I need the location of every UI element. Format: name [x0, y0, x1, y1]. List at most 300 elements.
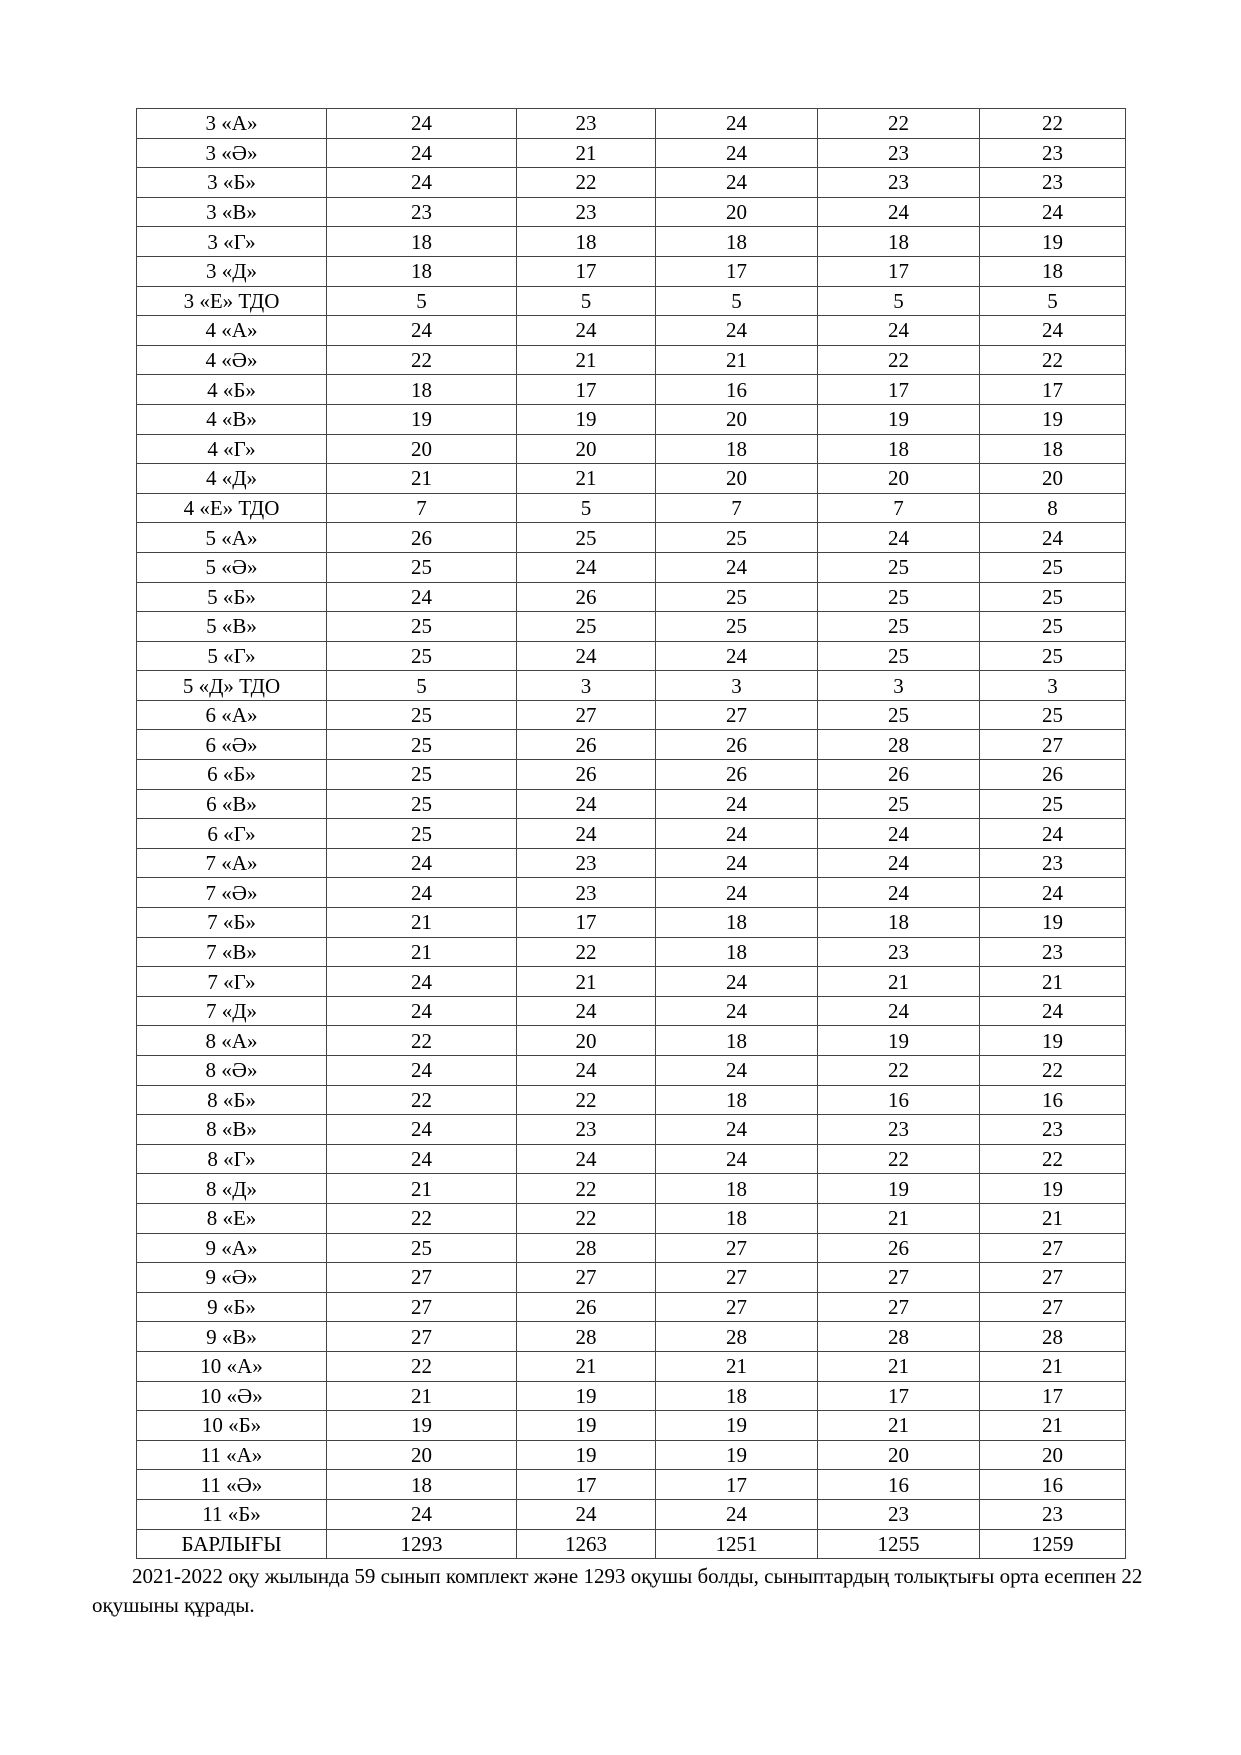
student-count-cell: 18 [327, 375, 517, 405]
class-name-cell: 10 «Б» [137, 1411, 327, 1441]
student-count-cell: 24 [327, 878, 517, 908]
student-count-cell: 20 [517, 434, 656, 464]
student-count-cell: 24 [980, 523, 1126, 553]
table-row [137, 109, 1126, 139]
student-count-cell: 21 [818, 1411, 980, 1441]
student-count-cell: 1255 [818, 1529, 980, 1559]
student-count-cell: 20 [656, 197, 818, 227]
student-count-cell: 25 [327, 760, 517, 790]
class-name-cell: 8 «Д» [137, 1174, 327, 1204]
student-count-cell: 25 [980, 552, 1126, 582]
student-count-cell: 28 [517, 1233, 656, 1263]
student-count-cell: 20 [656, 404, 818, 434]
student-count-cell: 28 [656, 1322, 818, 1352]
student-count-cell: 24 [656, 109, 818, 139]
student-count-cell: 22 [818, 109, 980, 139]
table-row [137, 760, 1126, 790]
student-count-cell: 26 [980, 760, 1126, 790]
table-row [137, 878, 1126, 908]
student-count-cell: 19 [327, 404, 517, 434]
class-name-cell: 3 «Г» [137, 227, 327, 257]
student-count-cell: 22 [980, 1144, 1126, 1174]
student-count-cell: 3 [818, 671, 980, 701]
student-count-cell: 25 [818, 700, 980, 730]
student-count-cell: 23 [517, 1115, 656, 1145]
class-name-cell: 8 «Ә» [137, 1056, 327, 1086]
student-count-cell: 18 [517, 227, 656, 257]
table-row [137, 641, 1126, 671]
class-name-cell: 6 «Г» [137, 819, 327, 849]
student-count-cell: 24 [980, 819, 1126, 849]
student-count-cell: 21 [818, 1203, 980, 1233]
class-name-cell: 7 «Б» [137, 908, 327, 938]
student-count-cell: 18 [656, 1085, 818, 1115]
class-name-cell: 7 «Ә» [137, 878, 327, 908]
student-count-cell: 25 [980, 612, 1126, 642]
student-count-cell: 21 [656, 1351, 818, 1381]
student-count-cell: 19 [517, 1440, 656, 1470]
student-count-cell: 24 [327, 1144, 517, 1174]
student-count-cell: 24 [656, 316, 818, 346]
class-name-cell: 4 «А» [137, 316, 327, 346]
student-count-cell: 25 [517, 523, 656, 553]
student-count-cell: 16 [980, 1085, 1126, 1115]
student-count-cell: 24 [327, 1115, 517, 1145]
student-count-cell: 27 [980, 1292, 1126, 1322]
student-count-cell: 22 [980, 109, 1126, 139]
student-count-cell: 20 [818, 1440, 980, 1470]
student-count-cell: 26 [656, 730, 818, 760]
student-count-cell: 22 [818, 1056, 980, 1086]
student-count-cell: 5 [517, 286, 656, 316]
total-row [137, 1529, 1126, 1559]
student-count-cell: 17 [517, 375, 656, 405]
class-name-cell: 3 «Б» [137, 168, 327, 198]
student-count-cell: 22 [517, 168, 656, 198]
student-count-cell: 27 [656, 1292, 818, 1322]
student-count-cell: 18 [656, 434, 818, 464]
student-count-cell: 5 [327, 671, 517, 701]
student-count-cell: 20 [980, 464, 1126, 494]
student-count-cell: 23 [980, 937, 1126, 967]
student-count-cell: 23 [517, 197, 656, 227]
student-count-cell: 22 [517, 1174, 656, 1204]
student-count-cell: 25 [818, 582, 980, 612]
student-count-cell: 25 [980, 641, 1126, 671]
student-count-cell: 22 [818, 1144, 980, 1174]
student-count-cell: 19 [980, 227, 1126, 257]
class-name-cell: 9 «А» [137, 1233, 327, 1263]
student-count-cell: 5 [818, 286, 980, 316]
student-count-cell: 17 [818, 375, 980, 405]
student-count-cell: 28 [517, 1322, 656, 1352]
student-count-cell: 27 [818, 1292, 980, 1322]
table-body [137, 109, 1126, 1559]
table-row [137, 286, 1126, 316]
student-count-cell: 24 [517, 316, 656, 346]
table-row [137, 375, 1126, 405]
student-count-cell: 19 [980, 1026, 1126, 1056]
student-count-cell: 21 [517, 967, 656, 997]
student-count-cell: 23 [818, 937, 980, 967]
student-count-cell: 24 [517, 819, 656, 849]
student-count-cell: 22 [980, 1056, 1126, 1086]
student-count-cell: 18 [980, 256, 1126, 286]
student-count-cell: 24 [517, 552, 656, 582]
student-count-cell: 26 [517, 760, 656, 790]
student-count-cell: 19 [980, 908, 1126, 938]
student-count-cell: 21 [517, 138, 656, 168]
student-count-cell: 21 [818, 967, 980, 997]
student-count-cell: 18 [656, 227, 818, 257]
student-count-cell: 25 [818, 789, 980, 819]
student-count-cell: 18 [818, 227, 980, 257]
student-count-cell: 26 [517, 730, 656, 760]
table-row [137, 937, 1126, 967]
student-count-cell: 21 [980, 1411, 1126, 1441]
student-count-cell: 3 [980, 671, 1126, 701]
class-name-cell: 7 «Д» [137, 996, 327, 1026]
student-count-cell: 19 [656, 1440, 818, 1470]
table-row [137, 1233, 1126, 1263]
student-count-cell: 27 [656, 1233, 818, 1263]
student-count-cell: 21 [656, 345, 818, 375]
student-count-cell: 5 [517, 493, 656, 523]
class-name-cell: 5 «Г» [137, 641, 327, 671]
class-name-cell: 4 «Г» [137, 434, 327, 464]
class-name-cell: 8 «Б» [137, 1085, 327, 1115]
student-count-cell: 20 [327, 1440, 517, 1470]
student-count-cell: 24 [980, 878, 1126, 908]
student-count-cell: 24 [327, 1056, 517, 1086]
class-name-cell: 9 «В» [137, 1322, 327, 1352]
table-row [137, 789, 1126, 819]
student-count-cell: 24 [980, 316, 1126, 346]
student-count-cell: 7 [327, 493, 517, 523]
class-name-cell: 4 «Е» ТДО [137, 493, 327, 523]
table-row [137, 316, 1126, 346]
class-name-cell: 6 «Б» [137, 760, 327, 790]
student-count-cell: 24 [656, 967, 818, 997]
student-count-cell: 24 [818, 878, 980, 908]
student-count-cell: 1263 [517, 1529, 656, 1559]
student-count-cell: 24 [327, 996, 517, 1026]
student-count-cell: 19 [656, 1411, 818, 1441]
student-count-cell: 27 [517, 700, 656, 730]
table-row [137, 138, 1126, 168]
student-count-cell: 25 [656, 582, 818, 612]
student-count-cell: 28 [818, 730, 980, 760]
student-count-cell: 17 [980, 375, 1126, 405]
student-count-cell: 19 [818, 1026, 980, 1056]
student-count-cell: 27 [327, 1292, 517, 1322]
table-row [137, 1351, 1126, 1381]
student-count-cell: 25 [656, 612, 818, 642]
student-count-cell: 18 [656, 1174, 818, 1204]
student-count-cell: 25 [327, 730, 517, 760]
student-count-cell: 23 [517, 848, 656, 878]
student-count-cell: 24 [980, 996, 1126, 1026]
student-count-cell: 20 [656, 464, 818, 494]
student-count-cell: 17 [818, 1381, 980, 1411]
student-count-cell: 24 [517, 1499, 656, 1529]
class-name-cell: 9 «Ә» [137, 1263, 327, 1293]
student-count-cell: 21 [517, 1351, 656, 1381]
student-count-cell: 24 [517, 1144, 656, 1174]
student-count-cell: 23 [818, 168, 980, 198]
student-count-cell: 18 [656, 908, 818, 938]
class-name-cell: 7 «А» [137, 848, 327, 878]
student-count-cell: 18 [818, 434, 980, 464]
table-row [137, 1085, 1126, 1115]
student-count-cell: 27 [980, 1263, 1126, 1293]
student-count-cell: 28 [980, 1322, 1126, 1352]
table-row [137, 1470, 1126, 1500]
class-name-cell: 11 «А» [137, 1440, 327, 1470]
student-count-cell: 8 [980, 493, 1126, 523]
student-count-cell: 26 [818, 1233, 980, 1263]
student-count-cell: 20 [327, 434, 517, 464]
student-count-cell: 24 [517, 789, 656, 819]
class-name-cell: 3 «Е» ТДО [137, 286, 327, 316]
student-count-cell: 24 [818, 197, 980, 227]
student-count-cell: 24 [656, 848, 818, 878]
table-row [137, 582, 1126, 612]
student-count-cell: 18 [656, 1381, 818, 1411]
student-count-cell: 24 [656, 789, 818, 819]
student-count-cell: 24 [327, 967, 517, 997]
student-count-cell: 24 [327, 848, 517, 878]
student-count-cell: 20 [517, 1026, 656, 1056]
student-count-cell: 24 [656, 168, 818, 198]
student-count-cell: 22 [980, 345, 1126, 375]
student-count-cell: 24 [656, 1499, 818, 1529]
student-count-cell: 23 [818, 1115, 980, 1145]
student-count-cell: 27 [818, 1263, 980, 1293]
student-count-cell: 19 [517, 404, 656, 434]
student-count-cell: 21 [327, 908, 517, 938]
student-count-cell: 25 [980, 700, 1126, 730]
table-row [137, 1263, 1126, 1293]
table-row [137, 908, 1126, 938]
student-count-cell: 24 [980, 197, 1126, 227]
student-count-cell: 25 [656, 523, 818, 553]
student-count-cell: 22 [327, 1351, 517, 1381]
student-count-cell: 5 [327, 286, 517, 316]
class-name-cell: 7 «Г» [137, 967, 327, 997]
class-name-cell: 3 «В» [137, 197, 327, 227]
student-count-cell: 21 [327, 1381, 517, 1411]
student-count-cell: 23 [327, 197, 517, 227]
student-count-cell: 24 [517, 1056, 656, 1086]
student-count-cell: 5 [980, 286, 1126, 316]
student-count-cell: 24 [656, 1115, 818, 1145]
summary-paragraph: 2021-2022 оқу жылында 59 сынып комплект және 1293 оқушы болды, сыныптардың толықтығы орта есеппен 22 оқушыны құрады. [92, 1564, 1143, 1617]
class-name-cell: 5 «В» [137, 612, 327, 642]
class-name-cell: 6 «Ә» [137, 730, 327, 760]
class-name-cell: 8 «Е» [137, 1203, 327, 1233]
class-name-cell: 6 «В» [137, 789, 327, 819]
student-count-cell: 27 [980, 730, 1126, 760]
student-count-cell: 21 [327, 1174, 517, 1204]
student-count-cell: 22 [327, 1026, 517, 1056]
class-name-cell: 3 «Д» [137, 256, 327, 286]
table-row [137, 819, 1126, 849]
table-row [137, 848, 1126, 878]
student-count-cell: 24 [656, 552, 818, 582]
class-name-cell: 11 «Б» [137, 1499, 327, 1529]
student-count-cell: 3 [517, 671, 656, 701]
class-enrollment-table [136, 108, 1126, 1559]
student-count-cell: 25 [818, 552, 980, 582]
table-row [137, 404, 1126, 434]
student-count-cell: 25 [980, 789, 1126, 819]
student-count-cell: 24 [327, 1499, 517, 1529]
student-count-cell: 1293 [327, 1529, 517, 1559]
student-count-cell: 23 [818, 138, 980, 168]
student-count-cell: 7 [656, 493, 818, 523]
class-name-cell: 4 «В» [137, 404, 327, 434]
student-count-cell: 25 [327, 1233, 517, 1263]
table-row [137, 612, 1126, 642]
student-count-cell: 24 [327, 109, 517, 139]
student-count-cell: 27 [327, 1263, 517, 1293]
student-count-cell: 24 [656, 996, 818, 1026]
student-count-cell: 24 [327, 582, 517, 612]
table-row [137, 493, 1126, 523]
student-count-cell: 21 [818, 1351, 980, 1381]
student-count-cell: 24 [818, 523, 980, 553]
class-name-cell: 4 «Б» [137, 375, 327, 405]
class-name-cell: 8 «Г» [137, 1144, 327, 1174]
student-count-cell: 1251 [656, 1529, 818, 1559]
class-name-cell: 10 «Ә» [137, 1381, 327, 1411]
table-row [137, 1499, 1126, 1529]
student-count-cell: 19 [818, 1174, 980, 1204]
class-name-cell: 5 «Б» [137, 582, 327, 612]
student-count-cell: 24 [517, 996, 656, 1026]
student-count-cell: 23 [517, 109, 656, 139]
student-count-cell: 17 [517, 256, 656, 286]
student-count-cell: 25 [327, 700, 517, 730]
class-name-cell: 11 «Ә» [137, 1470, 327, 1500]
table-row [137, 1440, 1126, 1470]
table-row [137, 345, 1126, 375]
student-count-cell: 21 [980, 1203, 1126, 1233]
class-name-cell: 5 «Ә» [137, 552, 327, 582]
student-count-cell: 17 [818, 256, 980, 286]
table-row [137, 1203, 1126, 1233]
student-count-cell: 22 [327, 1085, 517, 1115]
student-count-cell: 23 [980, 1115, 1126, 1145]
student-count-cell: 26 [517, 1292, 656, 1322]
student-count-cell: 16 [980, 1470, 1126, 1500]
class-name-cell: 7 «В» [137, 937, 327, 967]
student-count-cell: 26 [517, 582, 656, 612]
table-row [137, 730, 1126, 760]
table-row [137, 996, 1126, 1026]
student-count-cell: 21 [327, 937, 517, 967]
table-row [137, 434, 1126, 464]
class-name-cell: БАРЛЫҒЫ [137, 1529, 327, 1559]
student-count-cell: 26 [818, 760, 980, 790]
student-count-cell: 24 [517, 641, 656, 671]
student-count-cell: 23 [517, 878, 656, 908]
student-count-cell: 25 [517, 612, 656, 642]
class-name-cell: 9 «Б» [137, 1292, 327, 1322]
student-count-cell: 27 [327, 1322, 517, 1352]
table-row [137, 1292, 1126, 1322]
student-count-cell: 20 [818, 464, 980, 494]
student-count-cell: 17 [517, 908, 656, 938]
table-row [137, 1381, 1126, 1411]
student-count-cell: 19 [980, 1174, 1126, 1204]
table-row [137, 256, 1126, 286]
table-row [137, 523, 1126, 553]
class-name-cell: 8 «А» [137, 1026, 327, 1056]
class-name-cell: 8 «В» [137, 1115, 327, 1145]
student-count-cell: 23 [980, 138, 1126, 168]
student-count-cell: 17 [656, 256, 818, 286]
student-count-cell: 25 [818, 612, 980, 642]
student-count-cell: 23 [980, 1499, 1126, 1529]
student-count-cell: 18 [327, 1470, 517, 1500]
student-count-cell: 26 [327, 523, 517, 553]
class-name-cell: 5 «Д» ТДО [137, 671, 327, 701]
student-count-cell: 1259 [980, 1529, 1126, 1559]
table-row [137, 1411, 1126, 1441]
student-count-cell: 19 [517, 1381, 656, 1411]
table-row [137, 1322, 1126, 1352]
student-count-cell: 24 [327, 168, 517, 198]
table-row [137, 1056, 1126, 1086]
class-name-cell: 10 «А» [137, 1351, 327, 1381]
student-count-cell: 5 [656, 286, 818, 316]
student-count-cell: 25 [980, 582, 1126, 612]
student-count-cell: 22 [517, 1085, 656, 1115]
student-count-cell: 24 [818, 996, 980, 1026]
student-count-cell: 25 [327, 789, 517, 819]
class-table-container [136, 108, 1125, 1559]
student-count-cell: 21 [327, 464, 517, 494]
student-count-cell: 23 [980, 168, 1126, 198]
student-count-cell: 23 [818, 1499, 980, 1529]
student-count-cell: 18 [656, 937, 818, 967]
table-row [137, 967, 1126, 997]
student-count-cell: 24 [656, 138, 818, 168]
table-row [137, 1144, 1126, 1174]
table-row [137, 552, 1126, 582]
class-name-cell: 5 «А» [137, 523, 327, 553]
student-count-cell: 25 [818, 641, 980, 671]
table-row [137, 671, 1126, 701]
student-count-cell: 18 [656, 1203, 818, 1233]
class-name-cell: 4 «Д» [137, 464, 327, 494]
student-count-cell: 19 [980, 404, 1126, 434]
table-row [137, 1115, 1126, 1145]
table-row [137, 1174, 1126, 1204]
class-name-cell: 6 «А» [137, 700, 327, 730]
student-count-cell: 24 [656, 819, 818, 849]
class-name-cell: 3 «Ә» [137, 138, 327, 168]
student-count-cell: 24 [656, 1144, 818, 1174]
student-count-cell: 27 [517, 1263, 656, 1293]
student-count-cell: 26 [656, 760, 818, 790]
student-count-cell: 22 [517, 1203, 656, 1233]
student-count-cell: 22 [517, 937, 656, 967]
student-count-cell: 24 [818, 316, 980, 346]
student-count-cell: 24 [818, 819, 980, 849]
